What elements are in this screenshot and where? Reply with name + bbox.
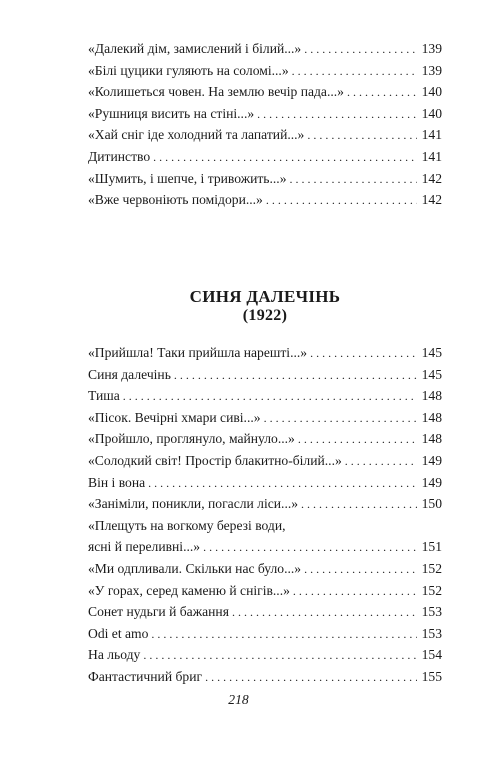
dot-leader: [292, 64, 417, 78]
toc-entry-first-line: [88, 519, 442, 541]
toc-entry-page: 152: [421, 560, 442, 576]
toc-entry: [88, 540, 442, 562]
toc-entry-page: 153: [421, 625, 442, 641]
toc-entry-page: 155: [421, 668, 442, 684]
toc-entry: [88, 128, 442, 150]
dot-leader: [345, 454, 417, 468]
toc-entry: [88, 368, 442, 390]
toc-entry-page: 154: [421, 647, 442, 663]
toc-entry: [88, 648, 442, 670]
dot-leader: [293, 584, 417, 598]
toc-entry-title: «Пройшло, проглянуло, майнуло...»: [88, 431, 295, 447]
toc-entry-title: «Білі цуцики гуляють на соломі...»: [88, 62, 289, 78]
toc-entry-title: «У горах, серед каменю й снігів...»: [88, 582, 290, 598]
toc-entry-page: 145: [421, 345, 442, 360]
toc-entry: [88, 476, 442, 498]
toc-entry: [88, 85, 442, 107]
dot-leader: [298, 432, 417, 446]
dot-leader: [203, 540, 417, 554]
toc-entry: [88, 172, 442, 194]
dot-leader: [301, 497, 417, 511]
toc-entry: [88, 584, 442, 606]
toc-entry-title: Фантастичний бриг: [88, 668, 203, 684]
toc-entry-title: «Вже червоніють помідори...»: [88, 192, 263, 208]
section-title: СИНЯ ДАЛЕЧІНЬ: [189, 287, 341, 306]
toc-list-bottom: [88, 346, 442, 692]
toc-entry: [88, 64, 442, 86]
toc-entry-page: 153: [421, 604, 442, 620]
toc-entry: [88, 454, 442, 476]
toc-entry-page: 150: [421, 496, 442, 512]
section-year: (1922): [242, 307, 288, 324]
dot-leader: [151, 627, 417, 641]
toc-entry: [88, 670, 442, 692]
dot-leader: [304, 562, 417, 576]
toc-entry-page: 141: [421, 148, 442, 164]
toc-entry-title: «Заніміли, поникли, погасли ліси...»: [88, 496, 299, 512]
toc-entry: [88, 605, 442, 627]
toc-entry: [88, 42, 442, 64]
toc-entry: [88, 627, 442, 649]
toc-entry: [88, 389, 442, 411]
toc-entry-title: «Шумить, і шепче, і тривожить...»: [88, 170, 287, 186]
toc-entry-title: «Пісок. Вечірні хмари сиві...»: [88, 409, 261, 425]
toc-entry-title-line1: «Плещуть на вогкому березі води,: [88, 517, 286, 533]
dot-leader: [123, 389, 417, 403]
toc-entry-page: 148: [421, 409, 442, 425]
dot-leader: [304, 42, 417, 56]
toc-entry-page: 140: [421, 84, 442, 100]
toc-entry-page: 151: [421, 539, 442, 555]
toc-entry: [88, 411, 442, 433]
toc-entry-title: «Далекий дім, замислений і білий...»: [88, 41, 302, 56]
toc-entry-title: ясні й переливні...»: [88, 539, 201, 555]
toc-entry-title: Сонет нудьги й бажання: [88, 604, 229, 620]
toc-entry-title: Odi et amo: [88, 625, 149, 641]
toc-entry-page: 148: [421, 431, 442, 447]
toc-entry-page: 142: [421, 192, 442, 208]
dot-leader: [148, 476, 417, 490]
toc-entry: [88, 346, 442, 368]
dot-leader: [232, 605, 417, 619]
dot-leader: [347, 85, 417, 99]
dot-leader: [174, 368, 417, 382]
toc-entry-page: 141: [421, 127, 442, 143]
dot-leader: [257, 107, 417, 121]
dot-leader: [153, 150, 417, 164]
dot-leader: [310, 346, 417, 360]
dot-leader: [266, 193, 417, 207]
toc-entry-title: Тиша: [88, 388, 120, 404]
toc-entry-title: «Рушниця висить на стіні...»: [88, 105, 255, 121]
dot-leader: [264, 411, 417, 425]
dot-leader: [205, 670, 417, 684]
dot-leader: [290, 172, 418, 186]
dot-leader: [143, 648, 417, 662]
toc-list-top: [88, 42, 442, 215]
toc-entry: [88, 107, 442, 129]
dot-leader: [307, 128, 417, 142]
toc-entry-title: Дитинство: [88, 148, 151, 164]
section-heading: [88, 287, 442, 325]
toc-entry-page: 149: [421, 452, 442, 468]
toc-entry-page: 142: [421, 170, 442, 186]
page-number: 218: [228, 692, 249, 707]
toc-entry-page: 139: [421, 62, 442, 78]
toc-entry: [88, 562, 442, 584]
toc-entry-page: 139: [421, 41, 442, 56]
toc-entry-title: «Ми одпливали. Скільки нас було...»: [88, 560, 302, 576]
toc-entry-title: «Колишеться човен. На землю вечір пада...»: [88, 84, 344, 100]
toc-entry: [88, 150, 442, 172]
toc-entry-page: 149: [421, 474, 442, 490]
toc-entry-page: 152: [421, 582, 442, 598]
toc-entry-title: «Хай сніг іде холодний та лапатий...»: [88, 127, 305, 143]
toc-entry-title: Синя далечінь: [88, 366, 171, 382]
toc-entry-title: На льоду: [88, 647, 141, 663]
toc-entry-page: 145: [421, 366, 442, 382]
toc-entry: [88, 193, 442, 215]
toc-entry-title: «Солодкий світ! Простір блакитно-білий...»: [88, 452, 342, 468]
toc-entry-page: 140: [421, 105, 442, 121]
toc-entry: [88, 432, 442, 454]
toc-entry-title: Він і вона: [88, 474, 146, 490]
toc-entry-page: 148: [421, 388, 442, 404]
toc-entry-title: «Прийшла! Таки прийшла нарешті...»: [88, 345, 308, 360]
toc-entry: [88, 497, 442, 519]
